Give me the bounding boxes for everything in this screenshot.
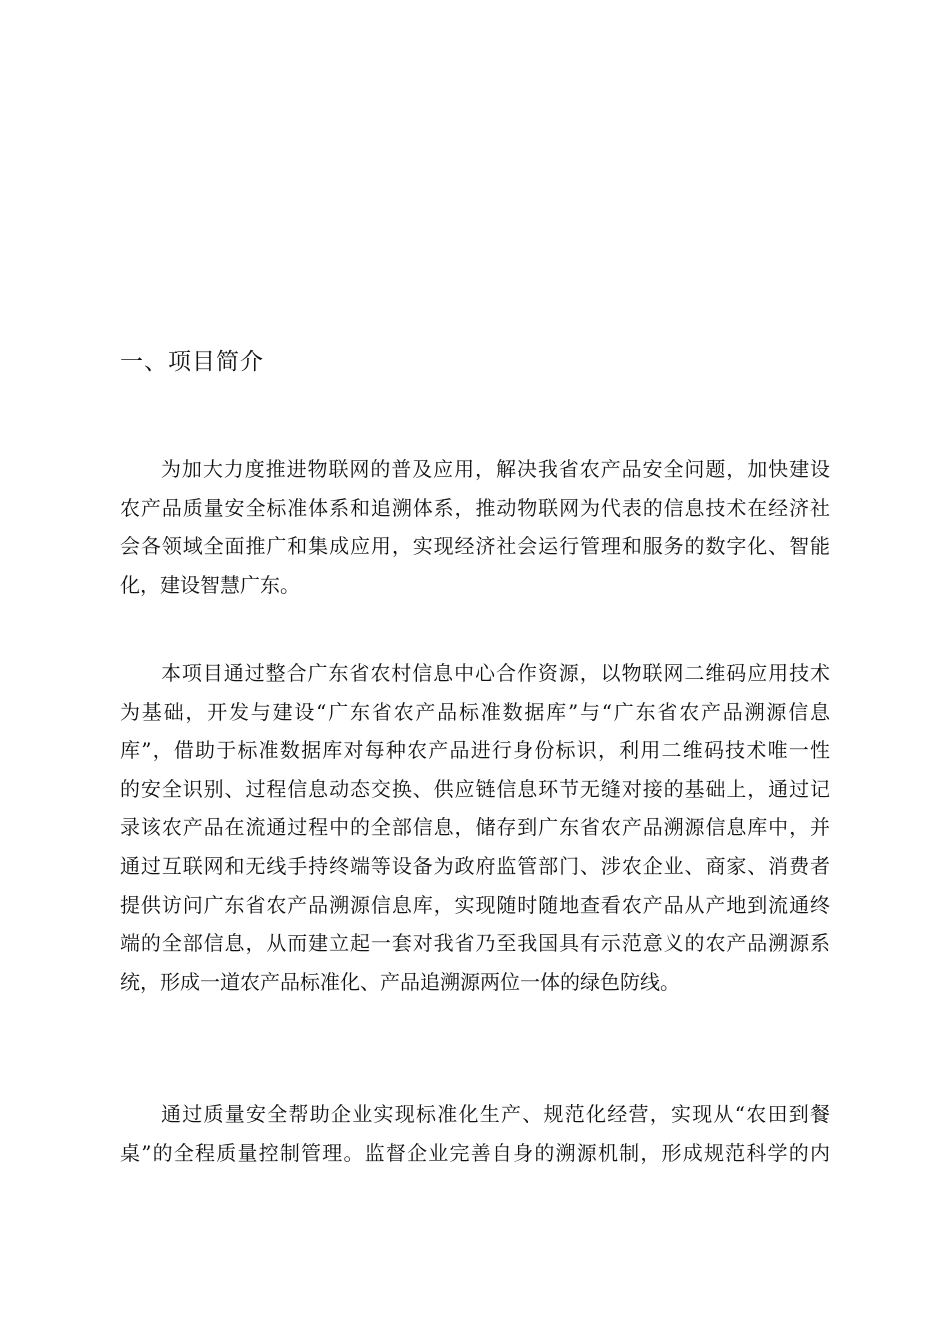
- text-line: 为基础，开发与建设“广东省农产品标准数据库”与“广东省农产品溯源信息: [120, 699, 830, 724]
- text-line: 会各领域全面推广和集成应用，实现经济社会运行管理和服务的数字化、智能: [120, 534, 830, 559]
- text-line: 端的全部信息，从而建立起一套对我省乃至我国具有示范意义的农产品溯源系: [120, 931, 830, 956]
- text-line: 通过互联网和无线手持终端等设备为政府监管部门、涉农企业、商家、消费者: [120, 853, 830, 878]
- paragraph-quality: [120, 1095, 830, 1172]
- text-line: 库”，借助于标准数据库对每种农产品进行身份标识，利用二维码技术唯一性: [120, 738, 830, 763]
- text-line: 统，形成一道农产品标准化、产品追溯源两位一体的绿色防线。: [120, 969, 680, 994]
- text-line: 通过质量安全帮助企业实现标准化生产、规范化经营，实现从“农田到餐: [161, 1102, 830, 1126]
- text-line: 本项目通过整合广东省农村信息中心合作资源，以物联网二维码应用技术: [161, 661, 830, 685]
- text-line: 化，建设智慧广东。: [120, 572, 300, 597]
- text-line: 农产品质量安全标准体系和追溯体系，推动物联网为代表的信息技术在经济社: [120, 495, 830, 520]
- paragraph-intro: [120, 450, 830, 604]
- text-line: 的安全识别、过程信息动态交换、供应链信息环节无缝对接的基础上，通过记: [120, 776, 830, 801]
- paragraph-project: [120, 654, 830, 1001]
- text-line: 提供访问广东省农产品溯源信息库，实现随时随地查看农产品从产地到流通终: [120, 892, 830, 917]
- text-line: 桌”的全程质量控制管理。监督企业完善自身的溯源机制，形成规范科学的内: [120, 1140, 830, 1165]
- text-line: 录该农产品在流通过程中的全部信息，储存到广东省农产品溯源信息库中，并: [120, 815, 830, 840]
- text-line: 为加大力度推进物联网的普及应用，解决我省农产品安全问题，加快建设: [161, 457, 830, 481]
- section-heading: 一、项目简介: [120, 349, 264, 375]
